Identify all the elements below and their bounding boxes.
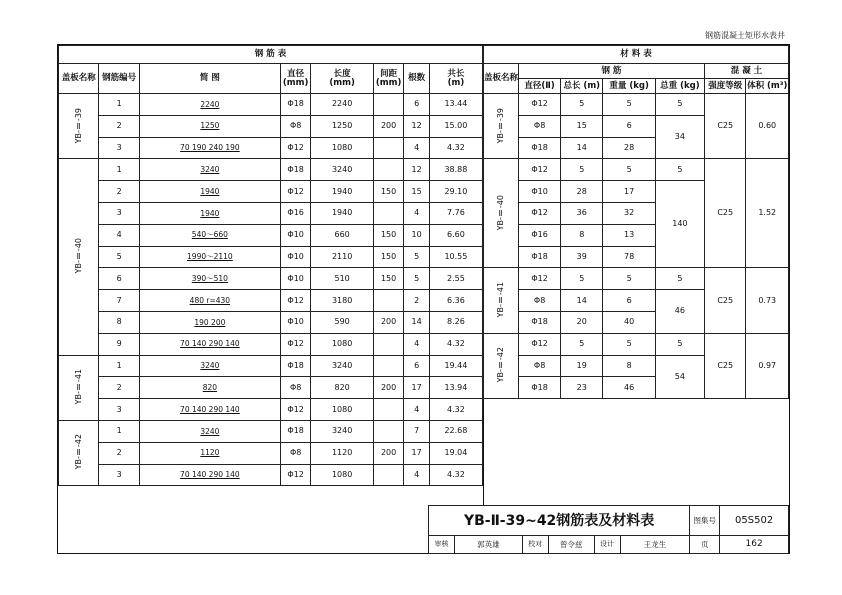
material-total-length: 36 <box>561 202 603 224</box>
rebar-total: 4.32 <box>429 399 482 421</box>
rebar-bar-no: 2 <box>99 115 139 137</box>
mat-col-concrete: 混 凝 土 <box>704 64 788 79</box>
mat-col-tlen: 总长 (m) <box>561 79 603 94</box>
rebar-length: 1080 <box>311 333 373 355</box>
rebar-diam: Φ8 <box>280 442 311 464</box>
rebar-spacing <box>373 420 404 442</box>
rebar-shape: 1940 <box>139 181 280 203</box>
rebar-count: 10 <box>404 224 429 246</box>
rebar-diam: Φ12 <box>280 181 311 203</box>
rebar-count: 6 <box>404 355 429 377</box>
rebar-count: 12 <box>404 115 429 137</box>
rebar-row <box>59 202 483 224</box>
material-diam: Φ8 <box>519 355 561 377</box>
rebar-count: 4 <box>404 399 429 421</box>
rebar-shape: 70 190 240 190 <box>139 137 280 159</box>
concrete-volume: 1.52 <box>746 159 789 268</box>
rebar-diam: Φ10 <box>280 224 311 246</box>
material-row <box>484 268 789 290</box>
material-diam: Φ18 <box>519 137 561 159</box>
rebar-total: 6.60 <box>429 224 482 246</box>
rebar-diam: Φ10 <box>280 311 311 333</box>
material-total-length: 14 <box>561 137 603 159</box>
rebar-diam: Φ12 <box>280 464 311 486</box>
rebar-spacing: 200 <box>373 311 404 333</box>
rebar-row <box>59 115 483 137</box>
rebar-total: 15.00 <box>429 115 482 137</box>
material-diam: Φ12 <box>519 202 561 224</box>
rebar-shape: 1990～2110 <box>139 246 280 268</box>
mat-col-plate: 盖板名称 <box>484 64 519 94</box>
rebar-row <box>59 290 483 312</box>
rebar-spacing <box>373 399 404 421</box>
col-bar-no: 钢筋编号 <box>99 64 139 94</box>
material-group-total: 54 <box>655 355 704 399</box>
rebar-length: 3180 <box>311 290 373 312</box>
mat-col-grade: 强度等级 <box>704 79 746 94</box>
rebar-bar-no: 3 <box>99 137 139 159</box>
drawing-title: YB-Ⅱ-39~42钢筋表及材料表 <box>429 506 690 536</box>
material-plate-name: YB-Ⅱ-42 <box>484 333 519 398</box>
rebar-bar-no: 2 <box>99 181 139 203</box>
rebar-total: 19.04 <box>429 442 482 464</box>
material-weight: 28 <box>603 137 656 159</box>
material-total-length: 14 <box>561 290 603 312</box>
rebar-row <box>59 355 483 377</box>
rebar-shape: 3240 <box>139 355 280 377</box>
material-row <box>484 94 789 116</box>
material-weight: 40 <box>603 311 656 333</box>
rebar-length: 510 <box>311 268 373 290</box>
concrete-volume: 0.60 <box>746 94 789 159</box>
rebar-count: 2 <box>404 290 429 312</box>
rebar-count: 7 <box>404 420 429 442</box>
concrete-grade: C25 <box>704 268 746 333</box>
rebar-bar-no: 2 <box>99 442 139 464</box>
rebar-length: 660 <box>311 224 373 246</box>
rebar-row <box>59 94 483 116</box>
concrete-grade: C25 <box>704 94 746 159</box>
rebar-bar-no: 4 <box>99 224 139 246</box>
rebar-total: 2.55 <box>429 268 482 290</box>
rebar-shape: 3240 <box>139 420 280 442</box>
rebar-total: 13.44 <box>429 94 482 116</box>
rebar-length: 1080 <box>311 399 373 421</box>
concrete-grade: C25 <box>704 333 746 398</box>
rebar-spacing: 200 <box>373 377 404 399</box>
rebar-count: 17 <box>404 442 429 464</box>
material-weight: 5 <box>603 268 656 290</box>
material-total-length: 19 <box>561 355 603 377</box>
rebar-table-title: 钢 筋 表 <box>59 46 483 64</box>
rebar-plate-name: YB-Ⅱ-39 <box>59 94 99 159</box>
rebar-count: 17 <box>404 377 429 399</box>
rebar-diam: Φ10 <box>280 246 311 268</box>
rebar-total: 4.32 <box>429 464 482 486</box>
rebar-shape: 70 140 290 140 <box>139 333 280 355</box>
material-total-length: 8 <box>561 224 603 246</box>
rebar-total: 22.68 <box>429 420 482 442</box>
rebar-total: 29.10 <box>429 181 482 203</box>
rebar-row <box>59 442 483 464</box>
rebar-diam: Φ12 <box>280 399 311 421</box>
material-row <box>484 159 789 181</box>
rebar-count: 6 <box>404 94 429 116</box>
material-plate-name: YB-Ⅱ-40 <box>484 159 519 268</box>
material-diam: Φ12 <box>519 268 561 290</box>
material-weight: 13 <box>603 224 656 246</box>
rebar-total: 13.94 <box>429 377 482 399</box>
material-diam: Φ12 <box>519 159 561 181</box>
review-label: 审核 <box>429 536 455 554</box>
rebar-total: 6.36 <box>429 290 482 312</box>
material-plate-name: YB-Ⅱ-39 <box>484 94 519 159</box>
rebar-total: 8.26 <box>429 311 482 333</box>
rebar-row <box>59 159 483 181</box>
material-total-length: 5 <box>561 268 603 290</box>
rebar-shape: 1120 <box>139 442 280 464</box>
rebar-shape: 820 <box>139 377 280 399</box>
material-first-total: 5 <box>655 94 704 116</box>
rebar-total: 7.76 <box>429 202 482 224</box>
material-group-total: 46 <box>655 290 704 334</box>
material-total-length: 20 <box>561 311 603 333</box>
rebar-row <box>59 246 483 268</box>
rebar-length: 3240 <box>311 159 373 181</box>
page-header: 钢筋混凝土矩形水表井 <box>705 31 785 40</box>
mat-col-diam: 直径(Ⅱ) <box>519 79 561 94</box>
rebar-count: 4 <box>404 137 429 159</box>
mat-col-vol: 体积 (m³) <box>746 79 789 94</box>
rebar-length: 820 <box>311 377 373 399</box>
rebar-spacing <box>373 355 404 377</box>
material-first-total: 5 <box>655 159 704 181</box>
material-weight: 6 <box>603 115 656 137</box>
material-total-length: 5 <box>561 333 603 355</box>
rebar-row <box>59 137 483 159</box>
rebar-count: 4 <box>404 464 429 486</box>
rebar-count: 15 <box>404 181 429 203</box>
rebar-total: 19.44 <box>429 355 482 377</box>
col-length: 长度 (mm) <box>311 64 373 94</box>
rebar-bar-no: 5 <box>99 246 139 268</box>
rebar-plate-name: YB-Ⅱ-42 <box>59 420 99 485</box>
col-diam: 直径 (mm) <box>280 64 311 94</box>
rebar-length: 3240 <box>311 355 373 377</box>
material-diam: Φ12 <box>519 333 561 355</box>
rebar-total: 4.32 <box>429 333 482 355</box>
checker-name: 曾令兹 <box>548 536 594 554</box>
rebar-spacing <box>373 333 404 355</box>
rebar-diam: Φ16 <box>280 202 311 224</box>
rebar-total: 38.88 <box>429 159 482 181</box>
rebar-bar-no: 7 <box>99 290 139 312</box>
rebar-spacing <box>373 159 404 181</box>
rebar-diam: Φ18 <box>280 159 311 181</box>
rebar-bar-no: 1 <box>99 355 139 377</box>
rebar-diam: Φ8 <box>280 377 311 399</box>
material-weight: 17 <box>603 181 656 203</box>
rebar-bar-no: 1 <box>99 420 139 442</box>
material-weight: 6 <box>603 290 656 312</box>
material-row <box>484 333 789 355</box>
material-total-length: 28 <box>561 181 603 203</box>
rebar-count: 12 <box>404 159 429 181</box>
material-weight: 8 <box>603 355 656 377</box>
rebar-spacing <box>373 94 404 116</box>
rebar-bar-no: 1 <box>99 159 139 181</box>
concrete-volume: 0.73 <box>746 268 789 333</box>
rebar-spacing: 150 <box>373 181 404 203</box>
rebar-spacing: 200 <box>373 442 404 464</box>
material-weight: 32 <box>603 202 656 224</box>
material-weight: 5 <box>603 159 656 181</box>
rebar-length: 1940 <box>311 202 373 224</box>
rebar-diam: Φ10 <box>280 268 311 290</box>
rebar-diam: Φ12 <box>280 137 311 159</box>
rebar-plate-name: YB-Ⅱ-41 <box>59 355 99 420</box>
rebar-shape: 390～510 <box>139 268 280 290</box>
material-diam: Φ8 <box>519 290 561 312</box>
rebar-spacing <box>373 137 404 159</box>
rebar-bar-no: 3 <box>99 399 139 421</box>
page-label: 页 <box>690 536 720 554</box>
material-diam: Φ8 <box>519 115 561 137</box>
material-first-total: 5 <box>655 268 704 290</box>
atlas-number: 05S502 <box>720 506 789 536</box>
rebar-spacing: 150 <box>373 246 404 268</box>
material-group-total: 140 <box>655 181 704 268</box>
material-total-length: 5 <box>561 94 603 116</box>
rebar-row <box>59 464 483 486</box>
rebar-row <box>59 181 483 203</box>
rebar-total: 4.32 <box>429 137 482 159</box>
page-number: 162 <box>720 536 789 554</box>
material-total-length: 23 <box>561 377 603 399</box>
col-shape: 简 图 <box>139 64 280 94</box>
rebar-spacing <box>373 202 404 224</box>
rebar-length: 3240 <box>311 420 373 442</box>
rebar-shape: 1250 <box>139 115 280 137</box>
rebar-count: 5 <box>404 268 429 290</box>
reviewer-name: 郭英雄 <box>454 536 522 554</box>
material-weight: 5 <box>603 333 656 355</box>
material-total-length: 5 <box>561 159 603 181</box>
rebar-length: 2240 <box>311 94 373 116</box>
col-plate: 盖板名称 <box>59 64 99 94</box>
rebar-total: 10.55 <box>429 246 482 268</box>
rebar-diam: Φ12 <box>280 333 311 355</box>
rebar-shape: 70 140 290 140 <box>139 464 280 486</box>
rebar-table-header <box>59 64 483 94</box>
rebar-row <box>59 399 483 421</box>
rebar-row <box>59 377 483 399</box>
rebar-spacing: 150 <box>373 268 404 290</box>
mat-col-twt: 总重 (kg) <box>655 79 704 94</box>
rebar-diam: Φ8 <box>280 115 311 137</box>
rebar-spacing <box>373 290 404 312</box>
rebar-count: 4 <box>404 202 429 224</box>
rebar-spacing: 200 <box>373 115 404 137</box>
rebar-count: 14 <box>404 311 429 333</box>
rebar-diam: Φ18 <box>280 420 311 442</box>
rebar-shape: 3240 <box>139 159 280 181</box>
col-count: 根数 <box>404 64 429 94</box>
rebar-length: 1080 <box>311 464 373 486</box>
mat-col-wt: 重量 (kg) <box>603 79 656 94</box>
rebar-bar-no: 1 <box>99 94 139 116</box>
material-diam: Φ18 <box>519 377 561 399</box>
rebar-diam: Φ18 <box>280 355 311 377</box>
material-diam: Φ16 <box>519 224 561 246</box>
rebar-row <box>59 420 483 442</box>
material-plate-name: YB-Ⅱ-41 <box>484 268 519 333</box>
rebar-shape: 540～660 <box>139 224 280 246</box>
material-weight: 5 <box>603 94 656 116</box>
rebar-diam: Φ12 <box>280 290 311 312</box>
rebar-shape: 190 200 <box>139 311 280 333</box>
rebar-bar-no: 3 <box>99 202 139 224</box>
check-label: 校对 <box>522 536 548 554</box>
rebar-plate-name: YB-Ⅱ-40 <box>59 159 99 355</box>
rebar-table <box>58 45 483 486</box>
rebar-bar-no: 3 <box>99 464 139 486</box>
concrete-volume: 0.97 <box>746 333 789 398</box>
rebar-bar-no: 2 <box>99 377 139 399</box>
rebar-length: 1940 <box>311 181 373 203</box>
atlas-label: 图集号 <box>690 506 720 536</box>
rebar-length: 590 <box>311 311 373 333</box>
rebar-count: 4 <box>404 333 429 355</box>
rebar-shape: 480 r=430 <box>139 290 280 312</box>
material-table <box>483 45 789 399</box>
rebar-spacing: 150 <box>373 224 404 246</box>
material-total-length: 39 <box>561 246 603 268</box>
rebar-length: 1250 <box>311 115 373 137</box>
designer-name: 王龙生 <box>620 536 690 554</box>
rebar-bar-no: 9 <box>99 333 139 355</box>
rebar-length: 1120 <box>311 442 373 464</box>
mat-col-steel: 钢 筋 <box>519 64 705 79</box>
material-weight: 78 <box>603 246 656 268</box>
col-total: 共长 (m) <box>429 64 482 94</box>
rebar-spacing <box>373 464 404 486</box>
rebar-row <box>59 311 483 333</box>
material-diam: Φ10 <box>519 181 561 203</box>
material-table-title: 材 料 表 <box>484 46 789 64</box>
rebar-shape: 70 140 290 140 <box>139 399 280 421</box>
drawing-frame <box>57 44 790 554</box>
material-first-total: 5 <box>655 333 704 355</box>
rebar-length: 2110 <box>311 246 373 268</box>
rebar-row <box>59 268 483 290</box>
material-total-length: 15 <box>561 115 603 137</box>
material-weight: 46 <box>603 377 656 399</box>
rebar-count: 5 <box>404 246 429 268</box>
title-block <box>428 505 789 554</box>
rebar-row <box>59 333 483 355</box>
design-label: 设计 <box>594 536 620 554</box>
rebar-length: 1080 <box>311 137 373 159</box>
rebar-bar-no: 8 <box>99 311 139 333</box>
material-diam: Φ18 <box>519 311 561 333</box>
material-diam: Φ12 <box>519 94 561 116</box>
rebar-shape: 2240 <box>139 94 280 116</box>
rebar-row <box>59 224 483 246</box>
col-spacing: 间距 (mm) <box>373 64 404 94</box>
rebar-bar-no: 6 <box>99 268 139 290</box>
rebar-diam: Φ18 <box>280 94 311 116</box>
material-diam: Φ18 <box>519 246 561 268</box>
material-group-total: 34 <box>655 115 704 159</box>
rebar-shape: 1940 <box>139 202 280 224</box>
concrete-grade: C25 <box>704 159 746 268</box>
